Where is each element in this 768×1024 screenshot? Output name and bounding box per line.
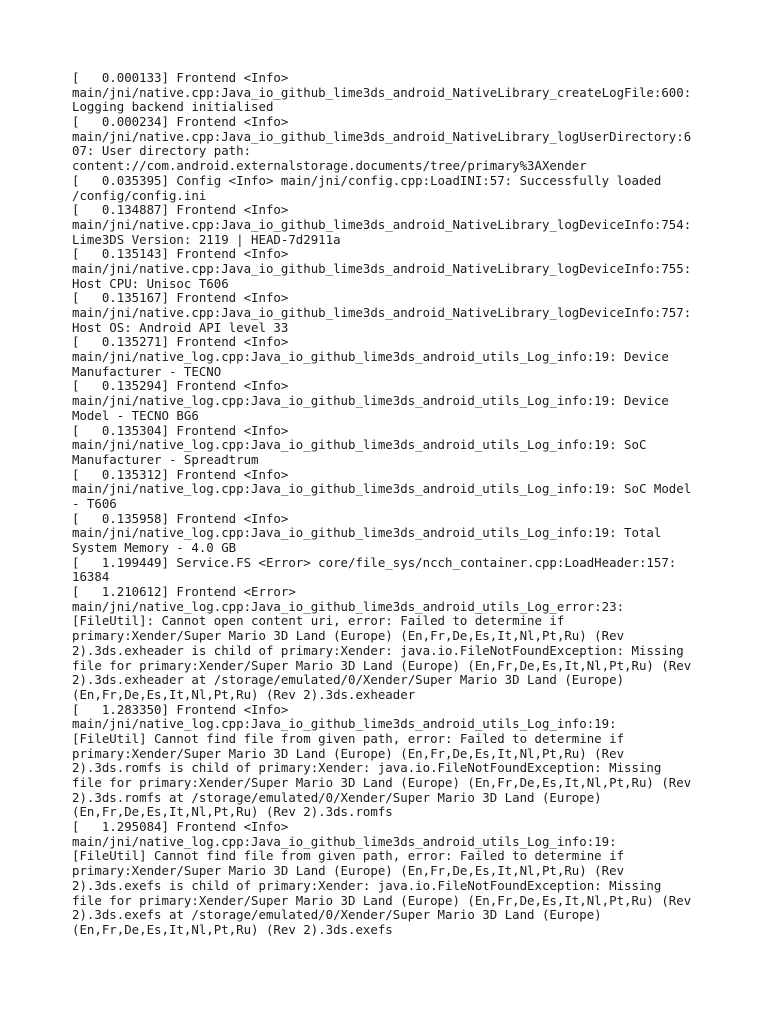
log-line: [ 0.135304] Frontend <Info> [72,422,289,438]
log-line: main/jni/native_log.cpp:Java_io_github_lime3ds_android_utils_Log_info:19: [72,833,617,849]
log-line: - T606 [72,495,117,511]
log-text-block [72,71,702,938]
log-line: (En,Fr,De,Es,It,Nl,Pt,Ru) (Rev 2).3ds.exefs [72,921,393,937]
log-line: [ 0.035395] Config <Info> main/jni/config.cpp:LoadINI:57: Successfully loaded [72,172,662,188]
log-line: Model - TECNO BG6 [72,407,199,423]
log-line: [FileUtil] Cannot find file from given path, error: Failed to determine if [72,730,625,746]
log-line: 2).3ds.exheader is child of primary:Xender: java.io.FileNotFoundException: Missing [72,642,684,658]
log-line: [ 0.000234] Frontend <Info> [72,114,289,130]
log-line: (En,Fr,De,Es,It,Nl,Pt,Ru) (Rev 2).3ds.exheader [72,686,416,702]
log-line: [ 0.135312] Frontend <Info> [72,466,289,482]
log-line: 2).3ds.exefs is child of primary:Xender: java.io.FileNotFoundException: Missing [72,877,662,893]
log-line: main/jni/native.cpp:Java_io_github_lime3ds_android_NativeLibrary_createLogFile:600: [72,84,692,100]
log-line: [ 0.135294] Frontend <Info> [72,378,289,394]
log-line: 2).3ds.romfs is child of primary:Xender: java.io.FileNotFoundException: Missing [72,760,662,776]
log-line: file for primary:Xender/Super Mario 3D Land (Europe) (En,Fr,De,Es,It,Nl,Pt,Ru) (Rev [72,892,692,908]
log-line: Manufacturer - TECNO [72,363,222,379]
log-line: main/jni/native.cpp:Java_io_github_lime3ds_android_NativeLibrary_logUserDirectory:6 [72,128,692,144]
log-line: primary:Xender/Super Mario 3D Land (Europe) (En,Fr,De,Es,It,Nl,Pt,Ru) (Rev [72,745,625,761]
log-line: primary:Xender/Super Mario 3D Land (Europe) (En,Fr,De,Es,It,Nl,Pt,Ru) (Rev [72,628,625,644]
log-line: main/jni/native_log.cpp:Java_io_github_lime3ds_android_utils_Log_info:19: Device [72,349,669,365]
log-line: 2).3ds.exefs at /storage/emulated/0/Xender/Super Mario 3D Land (Europe) [72,907,602,923]
log-line: main/jni/native.cpp:Java_io_github_lime3ds_android_NativeLibrary_logDeviceInfo:757: [72,305,692,320]
log-line: [ 0.000133] Frontend <Info> [72,70,289,85]
log-line: main/jni/native.cpp:Java_io_github_lime3ds_android_NativeLibrary_logDeviceInfo:754: [72,216,692,232]
log-line: main/jni/native_log.cpp:Java_io_github_lime3ds_android_utils_Log_info:19: SoC Model [72,481,692,497]
log-line: file for primary:Xender/Super Mario 3D Land (Europe) (En,Fr,De,Es,It,Nl,Pt,Ru) (Rev [72,775,692,790]
log-line: [ 1.199449] Service.FS <Error> core/file_sys/ncch_container.cpp:LoadHeader:157: [72,554,677,570]
log-line: /config/config.ini [72,187,207,203]
log-document [72,71,702,938]
log-line: main/jni/native_log.cpp:Java_io_github_lime3ds_android_utils_Log_info:19: SoC [72,437,647,453]
log-line: [ 0.135958] Frontend <Info> [72,510,289,526]
log-line: 16384 [72,569,110,585]
log-line: content://com.android.externalstorage.documents/tree/primary%3AXender [72,158,587,174]
log-line: [ 0.135143] Frontend <Info> [72,246,289,262]
log-line: [ 1.210612] Frontend <Error> [72,584,296,600]
log-line: [ 0.135271] Frontend <Info> [72,334,289,350]
log-line: [ 1.283350] Frontend <Info> [72,701,289,717]
log-line: (En,Fr,De,Es,It,Nl,Pt,Ru) (Rev 2).3ds.romfs [72,804,393,820]
log-line: 07: User directory path: [72,143,252,159]
log-line: Host OS: Android API level 33 [72,319,289,335]
log-line: [ 0.135167] Frontend <Info> [72,290,289,306]
log-line: [ 1.295084] Frontend <Info> [72,819,289,835]
log-line: Logging backend initialised [72,99,274,115]
log-line: main/jni/native_log.cpp:Java_io_github_lime3ds_android_utils_Log_info:19: Device [72,393,669,409]
log-line: Manufacturer - Spreadtrum [72,451,259,467]
log-line: Lime3DS Version: 2119 | HEAD-7d2911a [72,231,341,247]
log-line: [ 0.134887] Frontend <Info> [72,202,289,218]
log-line: 2).3ds.romfs at /storage/emulated/0/Xender/Super Mario 3D Land (Europe) [72,789,602,805]
log-line: main/jni/native_log.cpp:Java_io_github_lime3ds_android_utils_Log_info:19: Total [72,525,662,541]
log-line: primary:Xender/Super Mario 3D Land (Europe) (En,Fr,De,Es,It,Nl,Pt,Ru) (Rev [72,863,625,879]
log-line: 2).3ds.exheader at /storage/emulated/0/Xender/Super Mario 3D Land (Europe) [72,672,625,688]
log-line: main/jni/native_log.cpp:Java_io_github_lime3ds_android_utils_Log_info:19: [72,716,617,732]
log-line: file for primary:Xender/Super Mario 3D Land (Europe) (En,Fr,De,Es,It,Nl,Pt,Ru) (Rev [72,657,692,673]
log-line: System Memory - 4.0 GB [72,540,237,555]
log-line: [FileUtil]: Cannot open content uri, error: Failed to determine if [72,613,565,629]
log-line: main/jni/native.cpp:Java_io_github_lime3ds_android_NativeLibrary_logDeviceInfo:755: [72,260,692,276]
log-line: [FileUtil] Cannot find file from given path, error: Failed to determine if [72,848,625,864]
log-line: main/jni/native_log.cpp:Java_io_github_lime3ds_android_utils_Log_error:23: [72,598,625,614]
log-line: Host CPU: Unisoc T606 [72,275,229,291]
